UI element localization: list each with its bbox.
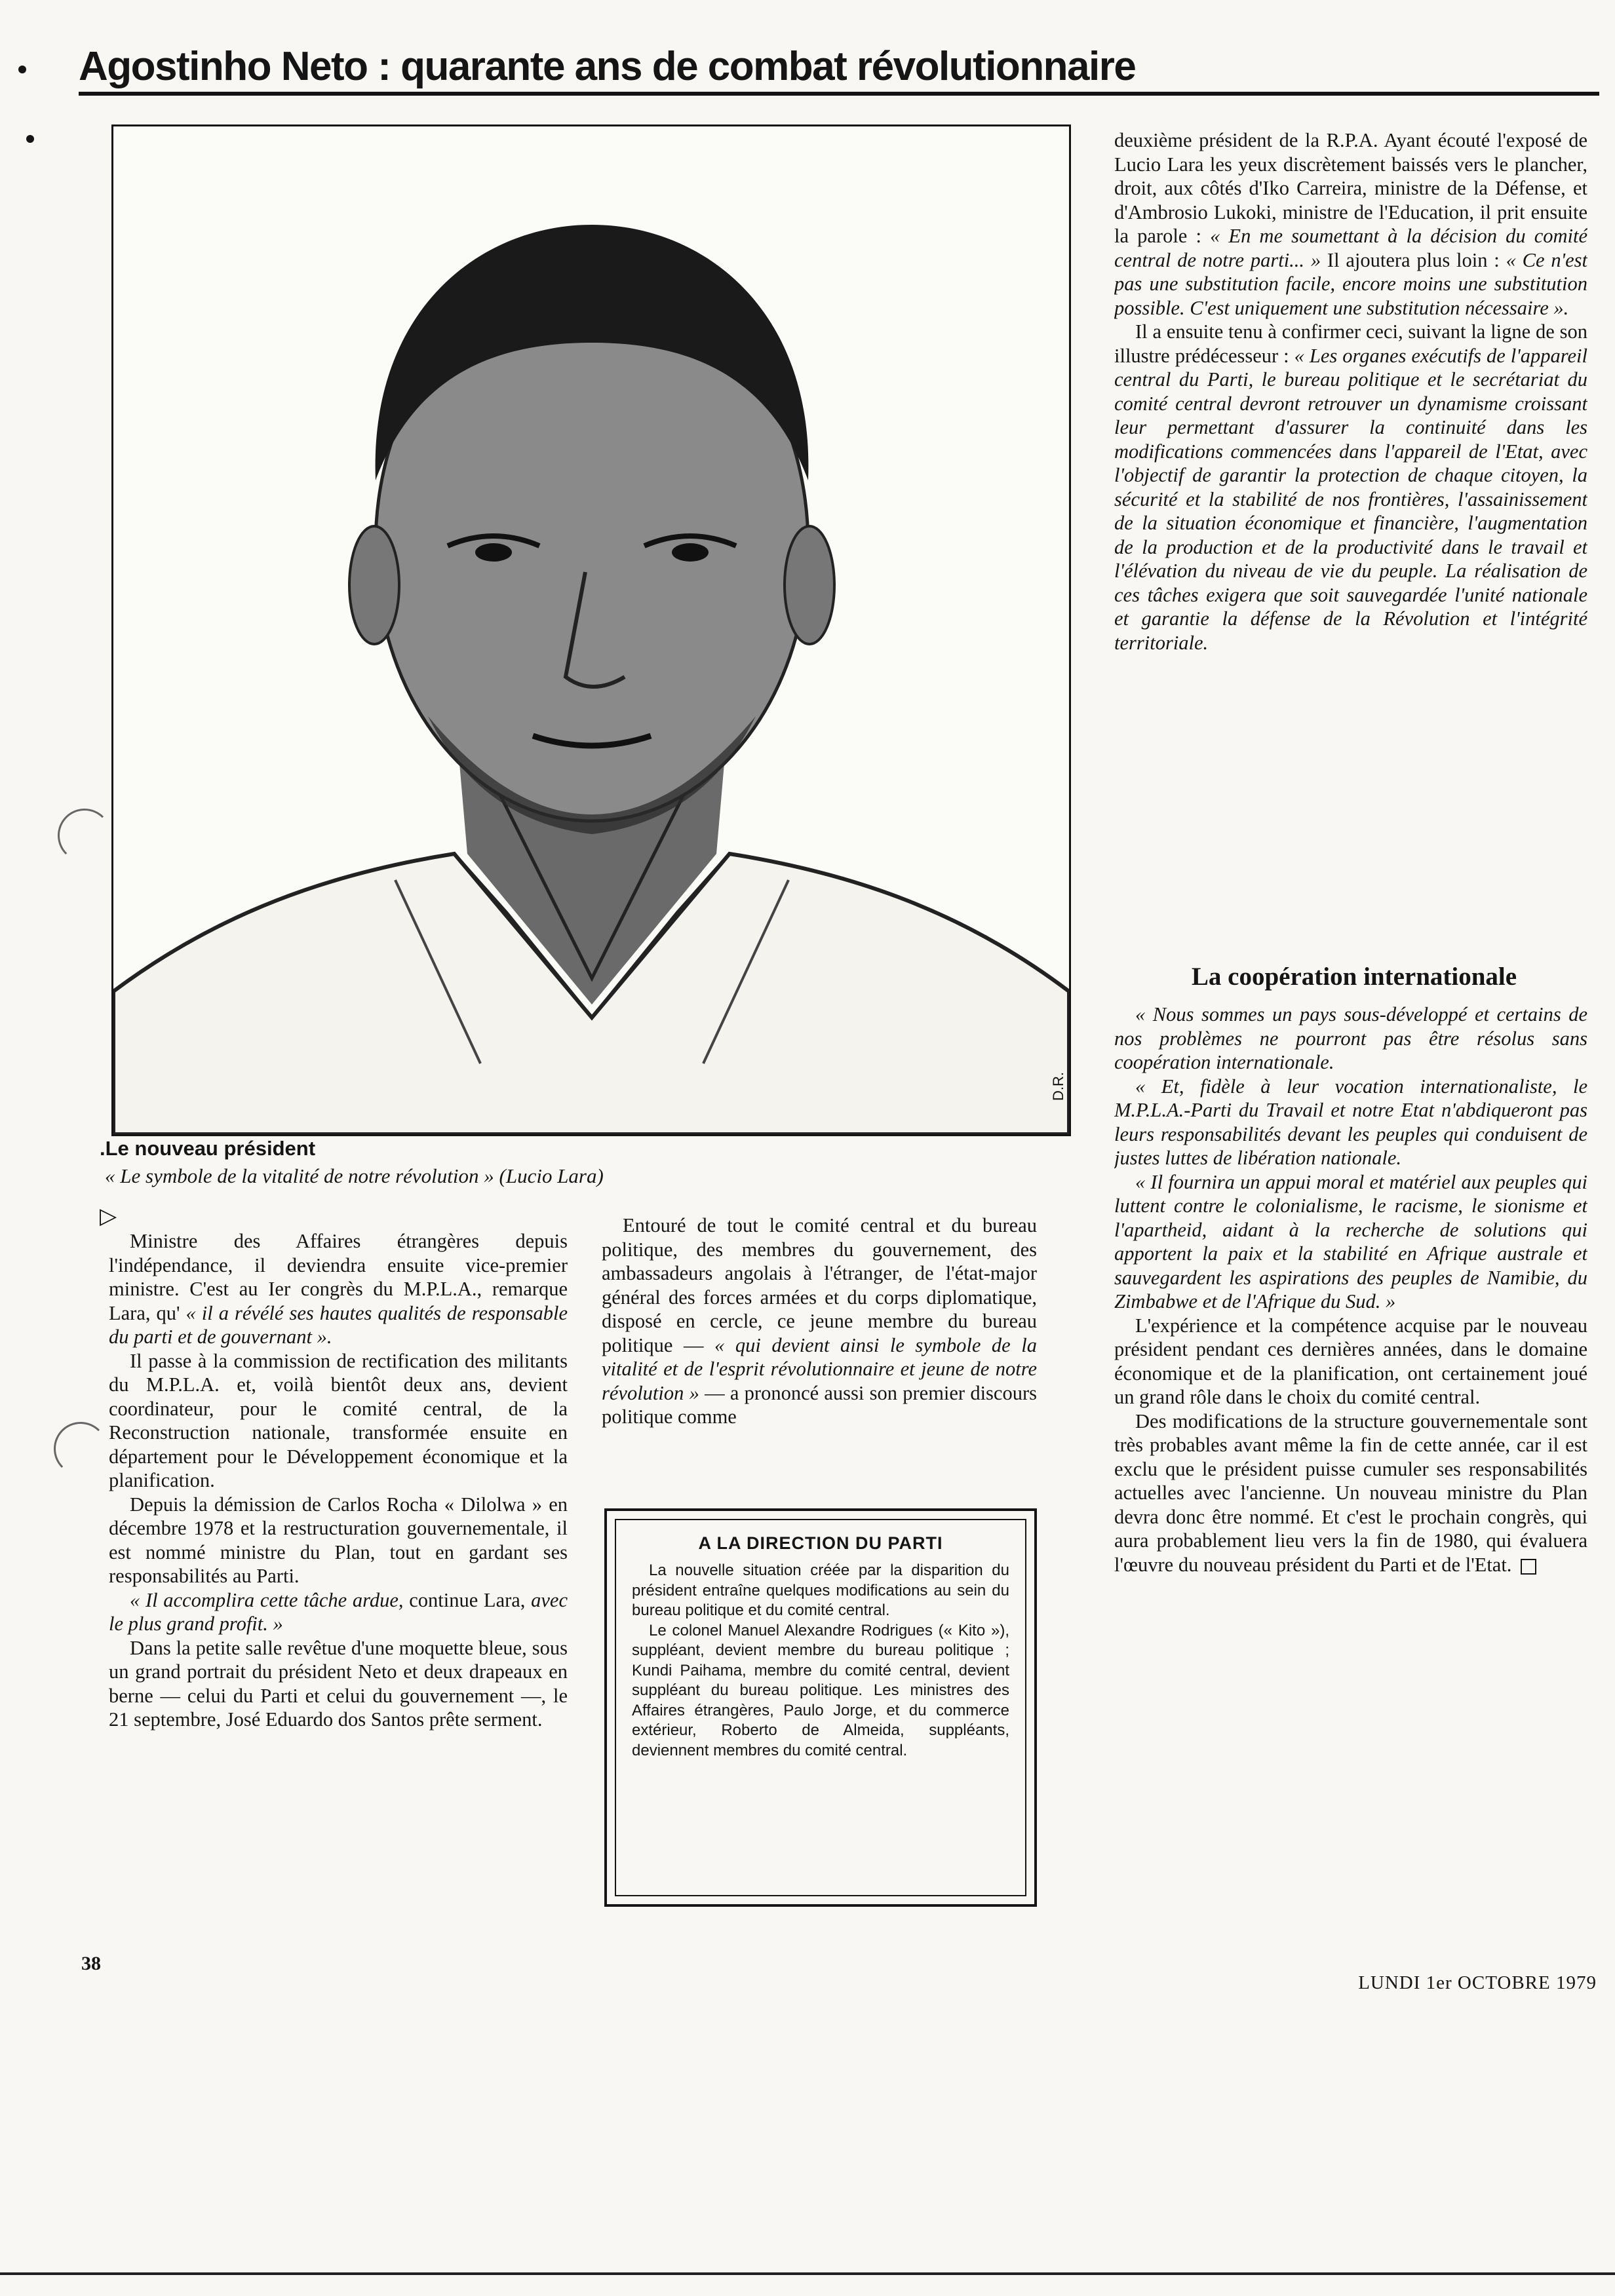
paragraph: Depuis la démission de Carlos Rocha « Dilolwa » en décembre 1978 et la restructuration gouvernementale, il est nommé ministre du Plan, tout en gardant ses responsabilités au Parti. xyxy=(109,1493,568,1587)
photo-credit: D.R. xyxy=(1050,1072,1066,1101)
margin-dot xyxy=(18,66,26,73)
paragraph: Ministre des Affaires étrangères depuis l'indépendance, il deviendra ensuite vice-premier ministre. C'est au Ier congrès du M.P.L.A., remarque Lara, qu' « il a révélé ses hautes qualités de responsable du parti et de gouvernant ». xyxy=(109,1230,568,1348)
paragraph: deuxième président de la R.P.A. Ayant écouté l'exposé de Lucio Lara les yeux discrètement baissés vers le plancher, droit, aux côtés d'Iko Carreira, ministre de la Défense, et d'Ambrosio Lukoki, ministre de l'Education, il prit ensuite la parole : « En me soumettant à la décision du comité central de notre parti... » Il ajoutera plus loin : « Ce n'est pas une substitution facile, encore moins une substitution possible. C'est uniquement une substitution nécessaire ». xyxy=(1114,129,1587,319)
continue-marker: ▷ xyxy=(100,1204,117,1229)
issue-date: LUNDI 1er OCTOBRE 1979 xyxy=(1358,1972,1597,1993)
sidebar-box-paragraph: Le colonel Manuel Alexandre Rodrigues (« Kito »), suppléant, devient membre du bureau politique ; Kundi Paihama, membre du comité central, devient suppléant du bureau politique. Les ministres des Affaires étrangères, Paulo Jorge, et du commerce extérieur, Roberto de Almeida, suppléants, deviennent membres du comité central. xyxy=(632,1621,1009,1759)
sidebar-box-inner xyxy=(615,1519,1026,1896)
punch-hole-ring xyxy=(58,809,111,862)
paragraph: Des modifications de la structure gouvernementale sont très probables avant même la fin de cette année, car il est exclu que le président puisse cumuler ses responsabilités actuelles avec l'ancienne. Un nouveau ministre du Plan devra donc être nommé. Et c'est le prochain congrès, qui aura probablement lieu vers la fin de 1980, qui évaluera l'œuvre du nouveau président du Parti et de l'Etat. xyxy=(1114,1409,1587,1576)
paragraph: « Il accomplira cette tâche ardue, continue Lara, avec le plus grand profit. » xyxy=(109,1588,568,1635)
section-subheading: La coopération internationale xyxy=(1191,963,1517,991)
paragraph: Il passe à la commission de rectification des militants du M.P.L.A. et, voilà bientôt deux ans, devient coordinateur, pour le comité central, de la Reconstruction nationale, transformée ensuite en département pour le Développement économique et la planification. xyxy=(109,1349,568,1491)
caption-title: .Le nouveau président xyxy=(100,1137,316,1160)
paragraph: « Et, fidèle à leur vocation internationaliste, le M.P.L.A.-Parti du Travail et notre Etat n'abdiqueront pas leurs responsabilités devant les peuples qui conduisent de justes luttes de libération nationale. xyxy=(1114,1075,1587,1169)
end-of-article-mark xyxy=(1521,1559,1536,1575)
punch-hole-ring xyxy=(54,1422,107,1476)
paragraph: « Nous sommes un pays sous-développé et certains de nos problèmes ne pourront pas être résolus sans coopération internationale. xyxy=(1114,1003,1587,1073)
article-column-3-bottom xyxy=(1114,1003,1587,1920)
article-column-3-top xyxy=(1114,128,1587,955)
paragraph: Entouré de tout le comité central et du bureau politique, des membres du gouvernement, des ambassadeurs angolais à l'étranger, de l'état-major général des forces armées et du corps diplomatique, disposé en cercle, ce jeune membre du bureau politique — « qui devient ainsi le symbole de la vitalité et de l'esprit révolutionnaire et jeune de notre révolution » — a prononcé aussi son premier discours politique comme xyxy=(602,1214,1037,1428)
caption-quote: « Le symbole de la vitalité de notre révolution » (Lucio Lara) xyxy=(105,1164,604,1187)
sidebar-box-paragraph: La nouvelle situation créée par la disparition du président entraîne quelques modifications au sein du bureau politique et du comité central. xyxy=(632,1561,1009,1619)
paragraph: Il a ensuite tenu à confirmer ceci, suivant la ligne de son illustre prédécesseur : « Les organes exécutifs de l'appareil central du Parti, le bureau politique et le secrétariat du comité central devront retrouver un dynamisme croissant leur permettant d'assurer la continuité dans les modifications commencées dans l'appareil de l'Etat, avec l'objectif de garantir la protection de chaque citoyen, la sécurité et la stabilité de nos frontières, l'assainissement de la situation économique et financière, l'augmentation de la production et de la productivité dans le travail et l'élévation du niveau de vie du peuple. La réalisation de ces tâches exigera que soit sauvegardée l'unité nationale et garantie la défense de la Révolution et l'intégrité territoriale. xyxy=(1114,320,1587,654)
page-number: 38 xyxy=(81,1953,101,1974)
sidebar-box xyxy=(604,1508,1037,1907)
article-headline: Agostinho Neto : quarante ans de combat révolutionnaire xyxy=(79,44,1136,89)
portrait-illustration xyxy=(113,126,1069,1134)
paragraph: L'expérience et la compétence acquise par le nouveau président pendant ces dernières années, dans le domaine économique et de la planification, ont certainement joué un grand rôle dans le choix du comité central. xyxy=(1114,1314,1587,1408)
sidebar-box-title: A LA DIRECTION DU PARTI xyxy=(698,1533,943,1553)
margin-dot xyxy=(26,135,34,143)
paragraph: Dans la petite salle revêtue d'une moquette bleue, sous un grand portrait du président Neto et deux drapeaux en berne — celui du Parti et celui du gouvernement —, le 21 septembre, José Eduardo dos Santos prête serment. xyxy=(109,1636,568,1731)
article-column-1 xyxy=(109,1229,568,1904)
page-bottom-edge xyxy=(0,2272,1615,2275)
article-column-2 xyxy=(602,1214,1037,1502)
portrait-photo xyxy=(111,124,1071,1136)
headline-rule xyxy=(79,92,1599,96)
paragraph: « Il fournira un appui moral et matériel aux peuples qui luttent contre le colonialisme, le racisme, le sionisme et l'apartheid, aidant à la recherche de solutions qui apportent la paix et la stabilité en Afrique australe et sauvegardent les aspirations des peuples de Namibie, du Zimbabwe et de l'Afrique du Sud. » xyxy=(1114,1170,1587,1312)
